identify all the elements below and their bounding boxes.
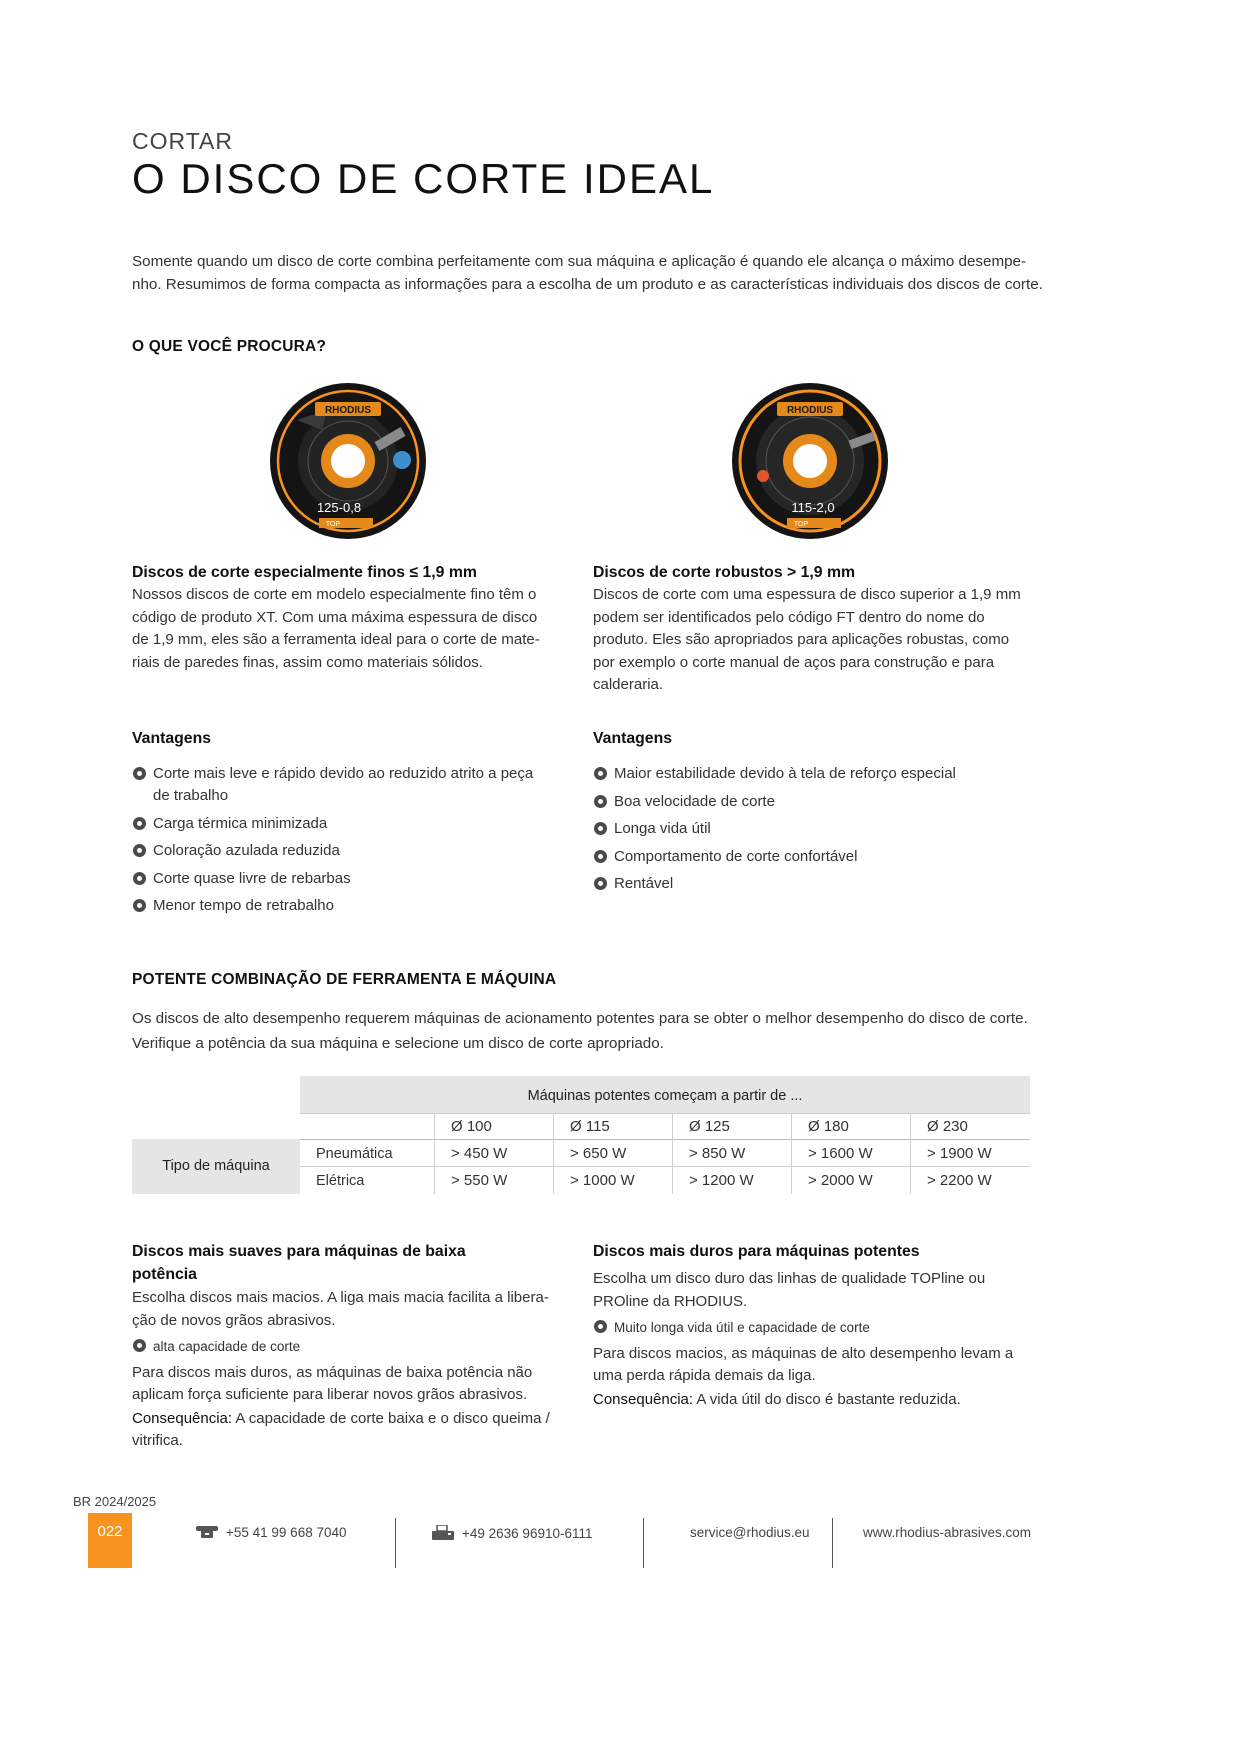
thin-disc-line: TOP <box>325 521 341 528</box>
soft-discs-text-1: Escolha discos mais macios. A liga mais macia facilita a libera- ção de novos grãos abrasivos. <box>132 1289 549 1329</box>
diameter-header: Ø 115 <box>570 1118 610 1135</box>
footer-phone: +55 41 99 668 7040 <box>196 1525 347 1542</box>
diameter-header: Ø 100 <box>451 1118 492 1135</box>
soft-discs-title: Discos mais suaves para máquinas de baixa potência <box>132 1243 466 1283</box>
list-item: Corte mais leve e rápido devido ao reduzido atrito a peça de trabalho <box>132 763 552 807</box>
thin-advantages-title: Vantagens <box>132 730 212 747</box>
thin-discs-text: Nossos discos de corte em modelo especialmente fino têm o código de produto XT. Com uma máxima espessura de disco de 1,9 mm, eles são a ferramenta ideal para o corte de mate- riais de paredes finas, assim como materiais sólidos. <box>132 586 540 671</box>
section-kicker: CORTAR <box>132 128 233 154</box>
intro-line-1: Somente quando um disco de corte combina perfeitamente com sua máquina e aplicação é quando ele alcança o máximo desempe- <box>132 253 1027 270</box>
table-cell: > 550 W <box>451 1172 508 1189</box>
soft-discs-consequence <box>132 1408 572 1453</box>
consequence-text: A capacidade de corte baixa e o disco queima / vitrifica. <box>132 1409 550 1449</box>
thin-disc-size: 125-0,8 <box>316 500 362 515</box>
row-label-electric: Elétrica <box>316 1173 365 1189</box>
soft-discs-text-2: Para discos mais duros, as máquinas de baixa potência não aplicam força suficiente para liberar novos grãos abrasivos. <box>132 1363 533 1403</box>
footer-website[interactable]: www.rhodius-abrasives.com <box>863 1525 1032 1540</box>
combo-heading: POTENTE COMBINAÇÃO DE FERRAMENTA E MÁQUINA <box>132 971 557 988</box>
list-item: Corte quase livre de rebarbas <box>132 868 552 890</box>
page-number: 022 <box>88 1513 132 1568</box>
table-header: Máquinas potentes começam a partir de ... <box>300 1076 1030 1113</box>
machine-type-label: Tipo de máquina <box>132 1139 300 1194</box>
table-cell: > 2000 W <box>808 1172 873 1189</box>
list-item: Maior estabilidade devido à tela de reforço especial <box>593 763 1033 785</box>
robust-disc-size: 115-2,0 <box>791 500 835 515</box>
phone-icon <box>196 1525 218 1542</box>
robust-discs-section <box>593 562 1033 697</box>
robust-disc-brand: RHODIUS <box>786 405 834 416</box>
soft-discs-section <box>132 1240 572 1453</box>
edition-label: BR 2024/2025 <box>73 1494 157 1509</box>
thin-advantages-list <box>132 763 552 923</box>
hard-discs-section <box>593 1240 1033 1411</box>
diameter-header: Ø 230 <box>927 1118 968 1135</box>
bullet-icon <box>133 1339 146 1352</box>
bullet-icon <box>594 822 607 835</box>
consequence-text: A vida útil do disco é bastante reduzida. <box>693 1390 961 1408</box>
robust-disc-line: TOP <box>793 521 809 528</box>
robust-advantages-title: Vantagens <box>593 730 673 747</box>
bullet-icon <box>594 1320 607 1333</box>
robust-disc-image <box>729 380 891 542</box>
bullet-icon <box>594 850 607 863</box>
table-cell: > 650 W <box>570 1145 627 1162</box>
robust-advantages-list <box>593 763 1033 901</box>
bullet-icon <box>594 877 607 890</box>
list-item: Coloração azulada reduzida <box>132 840 552 862</box>
footer-email[interactable]: service@rhodius.eu <box>690 1525 810 1540</box>
consequence-label: Consequência: <box>593 1390 694 1408</box>
list-item: Boa velocidade de corte <box>593 791 1033 813</box>
page-title: O DISCO DE CORTE IDEAL <box>132 155 715 202</box>
list-item: Muito longa vida útil e capacidade de corte <box>593 1317 1033 1340</box>
list-item: Carga térmica minimizada <box>132 813 552 835</box>
combo-line-1: Os discos de alto desempenho requerem máquinas de acionamento potentes para se obter o melhor desempenho do disco de corte. <box>132 1010 1028 1027</box>
robust-discs-text: Discos de corte com uma espessura de disco superior a 1,9 mm podem ser identificados pelo código FT dentro do nome do produto. Eles são apropriados para aplicações robustas, como por exemplo o corte manual de aços para construção e para calderaria. <box>593 586 1021 693</box>
diameter-header: Ø 180 <box>808 1118 849 1135</box>
robust-discs-title: Discos de corte robustos > 1,9 mm <box>593 564 856 581</box>
list-item: Rentável <box>593 873 1033 895</box>
thin-discs-section <box>132 562 572 674</box>
machine-power-table <box>132 1076 1030 1194</box>
row-label-pneumatic: Pneumática <box>316 1146 393 1162</box>
hard-discs-consequence <box>593 1389 1033 1412</box>
thin-discs-title: Discos de corte especialmente finos ≤ 1,9 mm <box>132 564 477 581</box>
combo-paragraph <box>132 1007 1032 1056</box>
intro-paragraph <box>132 250 1043 296</box>
list-item: Longa vida útil <box>593 818 1033 840</box>
bullet-icon <box>133 899 146 912</box>
bullet-icon <box>133 767 146 780</box>
table-cell: > 2200 W <box>927 1172 992 1189</box>
table-cell: > 1600 W <box>808 1145 873 1162</box>
diameter-header: Ø 125 <box>689 1118 730 1135</box>
bullet-icon <box>594 767 607 780</box>
search-heading: O QUE VOCÊ PROCURA? <box>132 338 327 355</box>
bullet-icon <box>133 844 146 857</box>
hard-discs-title: Discos mais duros para máquinas potentes <box>593 1243 920 1260</box>
list-item: Menor tempo de retrabalho <box>132 895 552 917</box>
table-cell: > 1000 W <box>570 1172 635 1189</box>
intro-line-2: nho. Resumimos de forma compacta as informações para a escolha de um produto e as características individuais dos discos de corte. <box>132 276 1043 293</box>
hard-discs-text-1: Escolha um disco duro das linhas de qualidade TOPline ou PROline da RHODIUS. <box>593 1270 986 1310</box>
list-item: alta capacidade de corte <box>132 1336 572 1359</box>
bullet-icon <box>133 817 146 830</box>
thin-disc-brand: RHODIUS <box>324 405 372 416</box>
thin-disc-image <box>267 380 429 542</box>
bullet-icon <box>594 795 607 808</box>
fax-icon <box>432 1525 454 1544</box>
table-cell: > 1900 W <box>927 1145 992 1162</box>
table-cell: > 1200 W <box>689 1172 754 1189</box>
table-cell: > 450 W <box>451 1145 508 1162</box>
table-cell: > 850 W <box>689 1145 746 1162</box>
consequence-label: Consequência: <box>132 1409 233 1427</box>
hard-discs-text-2: Para discos macios, as máquinas de alto desempenho levam a uma perda rápida demais da liga. <box>593 1344 1014 1384</box>
combo-line-2: Verifique a potência da sua máquina e selecione um disco de corte apropriado. <box>132 1034 664 1052</box>
bullet-icon <box>133 872 146 885</box>
list-item: Comportamento de corte confortável <box>593 846 1033 868</box>
footer-fax: +49 2636 96910-6111 <box>432 1525 593 1544</box>
